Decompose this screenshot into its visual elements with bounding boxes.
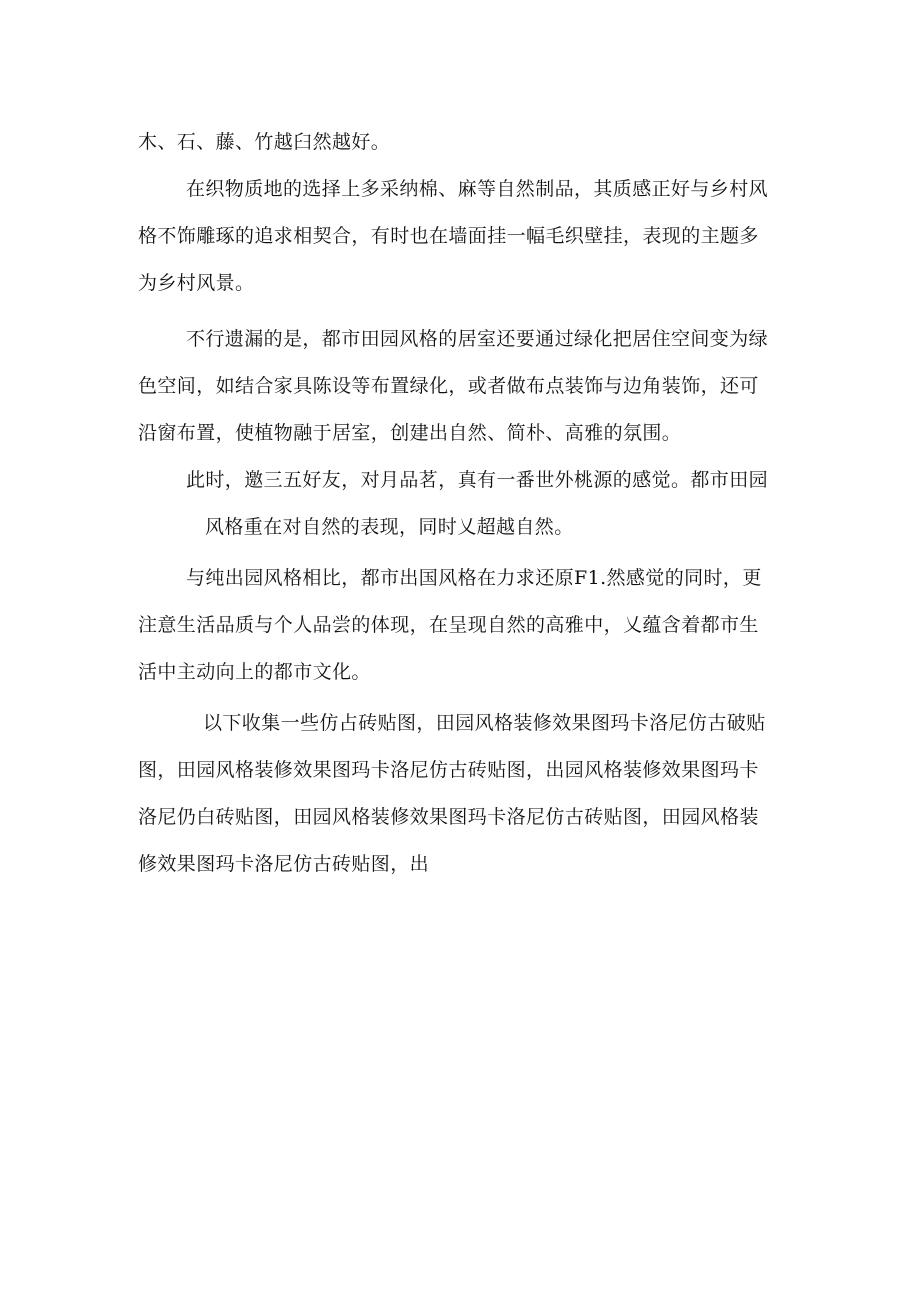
text-line: 注意生活品质与个人品尝的体现，在呈现自然的高雅中，乂蕴含着都市生	[138, 614, 759, 636]
text-line: 格不饰雕琢的追求相契合，有时也在墙面挂一幅毛织壁挂，表现的主题多	[138, 225, 759, 247]
text-line: 色空间，如结合家具陈设等布置绿化，或者做布点装饰与边角装饰，还可	[138, 375, 759, 397]
text-line: 洛尼仍白砖贴图，田园风格装修效果图玛卡洛尼仿古砖贴图，田园风格装	[138, 806, 759, 828]
text-line: 活中主动向上的都市文化。	[138, 661, 371, 683]
text-line: 为乡村风景。	[138, 272, 255, 294]
text-line: 此时，邀三五好友，对月品茗，真有一番世外桃源的感觉。都市田园	[186, 469, 769, 491]
text-line: 以下收集一些仿占砖贴图，田园风格装修效果图玛卡洛尼仿古破贴	[203, 712, 766, 734]
text-line: 沿窗布置，使植物融于居室，创建出自然、简朴、高雅的氛围。	[138, 422, 682, 444]
text-line: 在织物质地的选择上多采纳棉、麻等自然制品，其质感正好与乡村风	[186, 178, 769, 200]
text-line: 与纯出园风格相比，都市出国风格在力求还原F1.然感觉的同时，更	[186, 567, 762, 589]
text-line: 木、石、藤、竹越臼然越好。	[138, 131, 391, 153]
text-line: 不行遗漏的是，都市田园风格的居室还要通过绿化把居住空间变为绿	[186, 328, 769, 350]
text-line: 图，田园风格装修效果图玛卡洛尼仿古砖贴图，出园风格装修效果图玛卡	[138, 759, 759, 781]
text-line: 修效果图玛卡洛尼仿古砖贴图，出	[138, 853, 430, 875]
text-line: 风格重在对自然的表现，同时乂超越自然。	[205, 516, 574, 538]
